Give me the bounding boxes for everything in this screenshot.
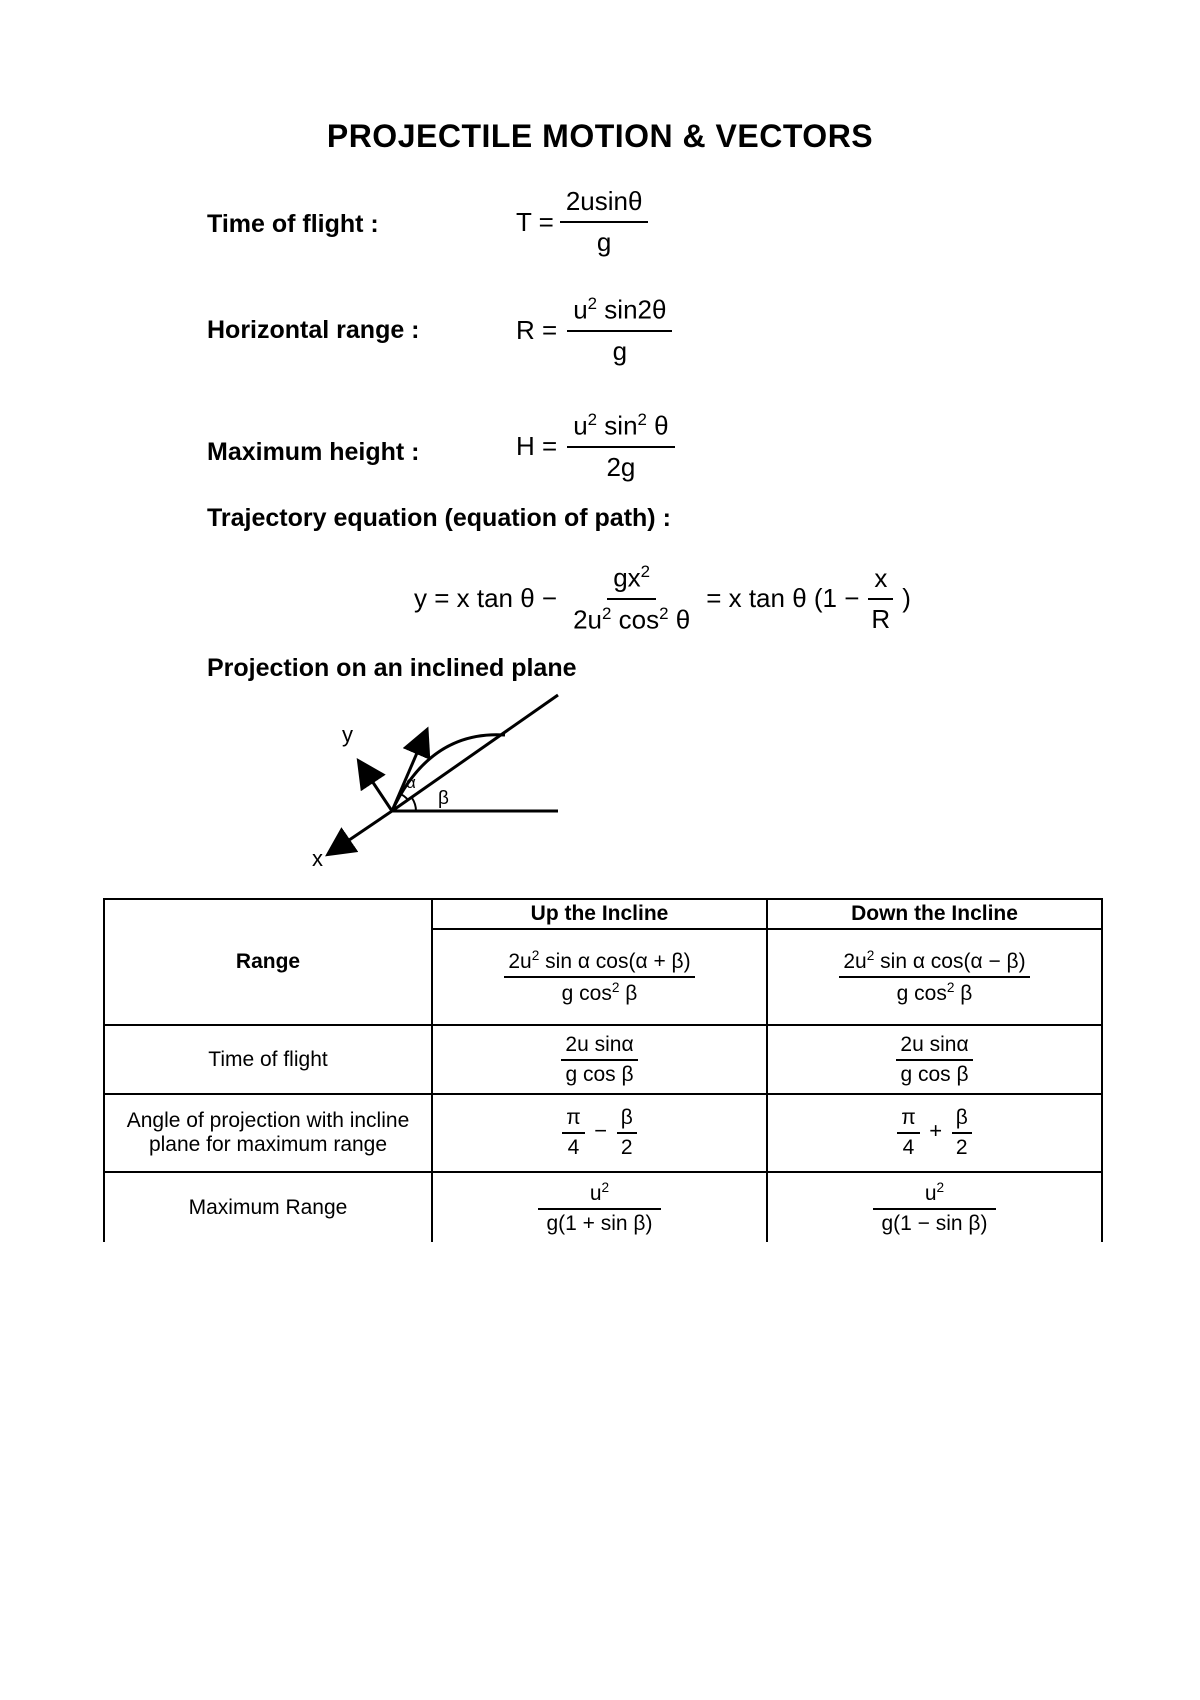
time-down-cell: $\frac{\text{2u sinα}}{\text{g cos β}}$ bbox=[767, 1025, 1102, 1094]
time-of-flight-fraction bbox=[560, 186, 649, 258]
maximum-height-numerator: $u^2$ $\sin^2 \theta$ bbox=[567, 410, 674, 448]
time-of-flight-denominator: g bbox=[596, 227, 612, 257]
range-down-cell: $\frac{2u^2 \sin \alpha \cos(\alpha - \beta)}{g \cos^2 \beta}$ bbox=[767, 929, 1102, 1025]
horizontal-range-lhs: R = bbox=[516, 314, 558, 345]
alpha-label: α bbox=[406, 773, 416, 792]
time-of-flight-row-label: Time of flight bbox=[104, 1025, 432, 1094]
angle-down-cell: $\frac{\pi}{4}$ + $\frac{\beta}{2}$ bbox=[767, 1094, 1102, 1172]
table-row bbox=[104, 899, 1102, 929]
maximum-height-denominator: 2g bbox=[606, 451, 636, 482]
horizontal-range-formula bbox=[516, 294, 672, 367]
y-axis-arrow bbox=[360, 763, 392, 811]
max-range-up-cell: $\frac{u^2}{\text{g(1 + sin β)}}$ bbox=[432, 1172, 767, 1242]
trajectory-fraction-2: $\frac{x}{R}$ bbox=[865, 563, 896, 635]
max-range-down-cell: $\frac{u^2}{\text{g(1 − sin β)}}$ bbox=[767, 1172, 1102, 1242]
beta-label: β bbox=[438, 788, 449, 809]
maximum-height-fraction bbox=[567, 410, 674, 483]
time-of-flight-formula bbox=[516, 186, 648, 258]
horizontal-range-fraction bbox=[567, 294, 672, 367]
x-axis-arrow bbox=[330, 811, 392, 853]
maximum-height-label: Maximum height : bbox=[207, 438, 420, 466]
trajectory-fraction-1: $\frac{gx^2}{2u^2 \cos^2 \theta}$ bbox=[573, 562, 691, 635]
maximum-height-formula bbox=[516, 410, 675, 483]
alpha-arc bbox=[400, 794, 408, 800]
trajectory-lhs: y = x tan θ − bbox=[414, 583, 558, 614]
time-of-flight-label: Time of flight : bbox=[207, 210, 379, 238]
incline-diagram bbox=[300, 690, 590, 870]
page-title: PROJECTILE MOTION & VECTORS bbox=[326, 118, 874, 154]
angle-row-label: Angle of projection with incline plane for maximum range bbox=[104, 1094, 432, 1172]
incline-label: Projection on an inclined plane bbox=[207, 654, 577, 682]
horizontal-range-numerator: $u^2$ sin2θ bbox=[567, 294, 672, 332]
trajectory-label: Trajectory equation (equation of path) : bbox=[207, 504, 671, 532]
maximum-height-lhs: H = bbox=[516, 430, 558, 461]
time-of-flight-lhs: T = bbox=[516, 206, 554, 237]
table-row bbox=[104, 1172, 1102, 1242]
header-up-incline: Up the Incline bbox=[432, 899, 767, 929]
max-range-row-label: Maximum Range bbox=[104, 1172, 432, 1242]
table-row bbox=[104, 1025, 1102, 1094]
time-up-cell: $\frac{\text{2u sinα}}{\text{g cos β}}$ bbox=[432, 1025, 767, 1094]
trajectory-middle: = x tan θ (1 − bbox=[706, 583, 860, 614]
table-row bbox=[104, 1094, 1102, 1172]
range-up-cell: $\frac{2u^2 \sin \alpha \cos(\alpha + \beta)}{g \cos^2 \beta}$ bbox=[432, 929, 767, 1025]
range-row-label: Range bbox=[104, 899, 432, 1025]
y-axis-label: y bbox=[342, 722, 353, 747]
incline-comparison-table bbox=[103, 898, 1103, 1242]
trajectory-formula bbox=[414, 562, 911, 635]
horizontal-range-denominator: g bbox=[612, 335, 628, 366]
angle-up-cell: $\frac{\pi}{4}$ − $\frac{\beta}{2}$ bbox=[432, 1094, 767, 1172]
trajectory-end: ) bbox=[902, 583, 911, 614]
header-down-incline: Down the Incline bbox=[767, 899, 1102, 929]
beta-arc bbox=[412, 798, 416, 811]
horizontal-range-label: Horizontal range : bbox=[207, 316, 420, 344]
time-of-flight-numerator: 2usinθ bbox=[560, 186, 649, 223]
x-axis-label: x bbox=[312, 846, 323, 870]
